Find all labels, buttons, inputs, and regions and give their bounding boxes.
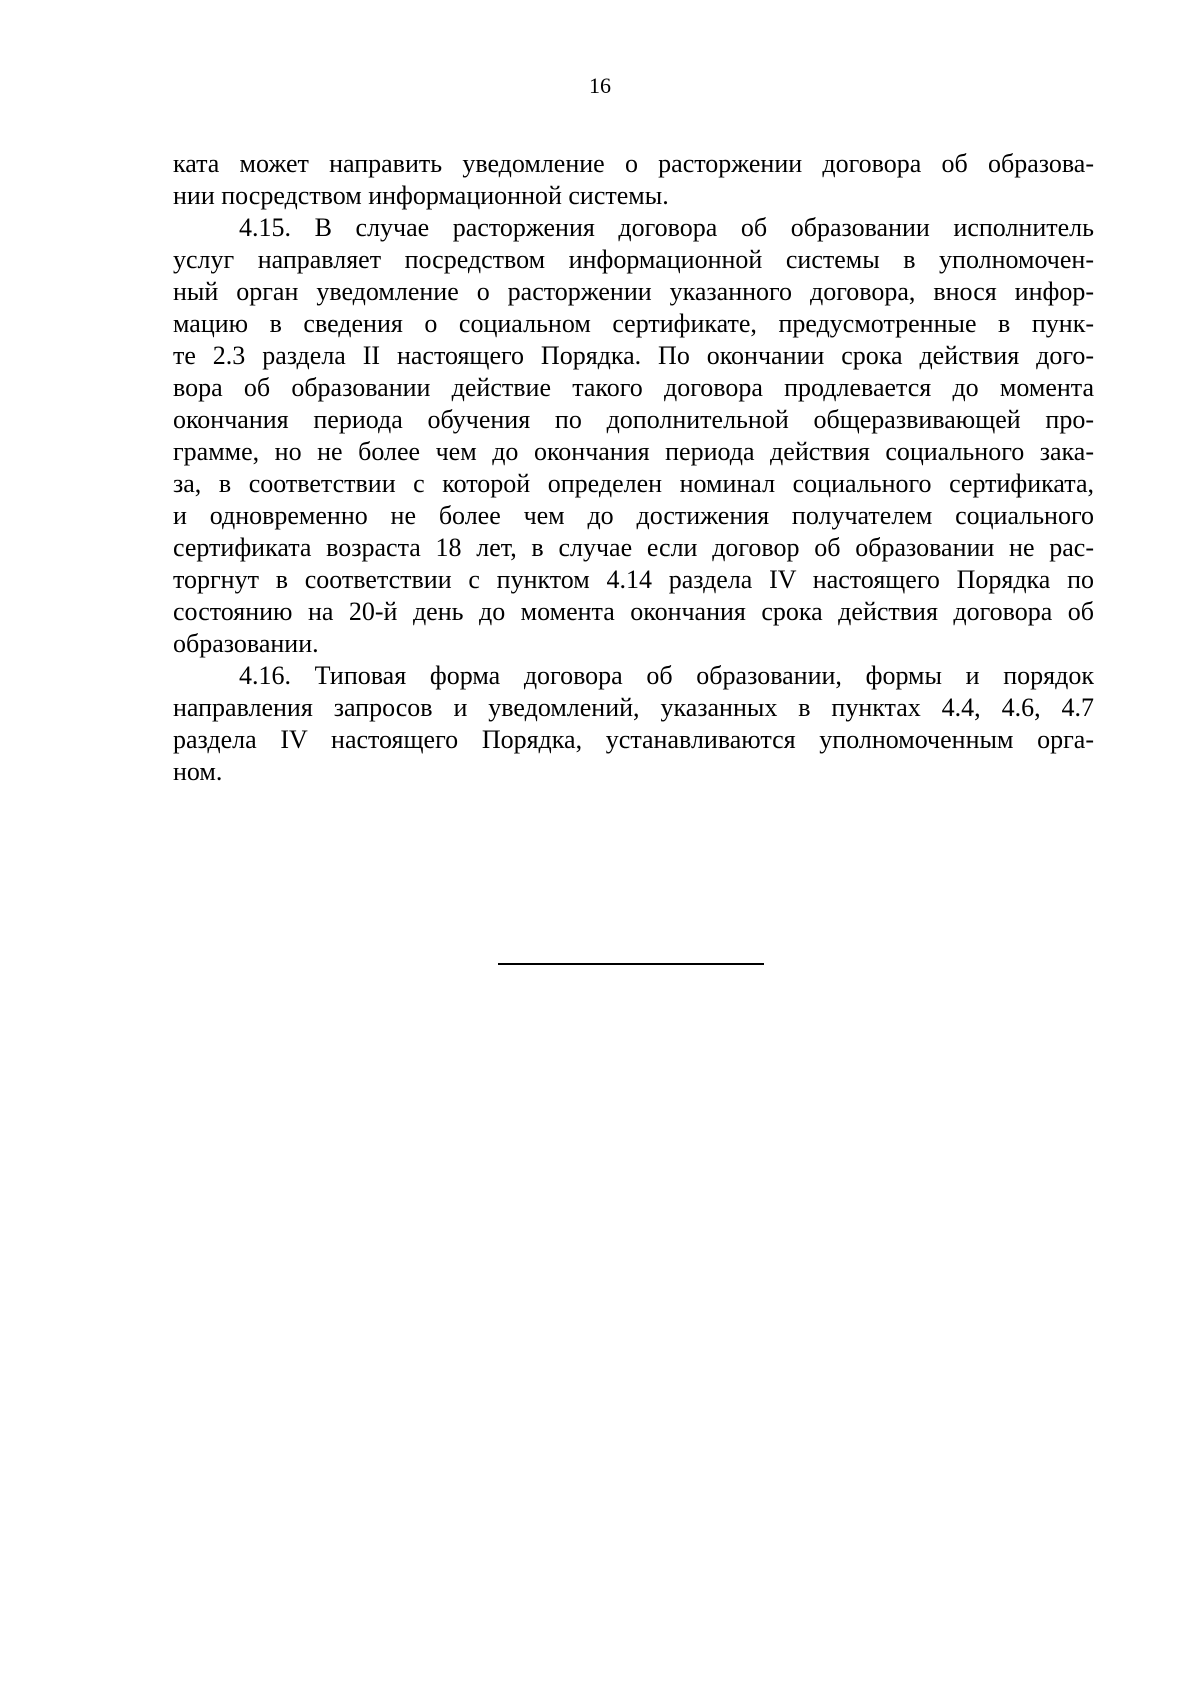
paragraph-continuation [173,148,1094,212]
text-line: образовании. [173,629,319,658]
text-line: и одновременно не более чем до достижения получателем социального [173,501,1094,530]
page-number: 16 [589,73,611,98]
text-line: мацию в сведения о социальном сертификате, предусмотренные в пунк- [173,309,1094,338]
text-line: ном. [173,757,223,786]
text-line: услуг направляет посредством информационной системы в уполномочен- [173,245,1094,274]
end-of-document-rule [498,963,764,965]
text-line: состоянию на 20-й день до момента окончания срока действия договора об [173,597,1094,626]
paragraph-4-15 [173,212,1094,660]
text-line: ката может направить уведомление о расторжении договора об образова- [173,149,1094,178]
text-line: сертификата возраста 18 лет, в случае если договор об образовании не рас- [173,533,1094,562]
text-line: те 2.3 раздела II настоящего Порядка. По окончании срока действия дого- [173,341,1094,370]
text-line: направления запросов и уведомлений, указанных в пунктах 4.4, 4.6, 4.7 [173,693,1094,722]
text-line: ный орган уведомление о расторжении указанного договора, внося инфор- [173,277,1094,306]
text-line: грамме, но не более чем до окончания периода действия социального зака- [173,437,1094,466]
text-line: за, в соответствии с которой определен номинал социального сертификата, [173,469,1094,498]
text-line: раздела IV настоящего Порядка, устанавливаются уполномоченным орга- [173,725,1094,754]
text-line: вора об образовании действие такого договора продлевается до момента [173,373,1094,402]
text-line: торгнут в соответствии с пунктом 4.14 раздела IV настоящего Порядка по [173,565,1094,594]
document-body [173,148,1094,788]
paragraph-4-16 [173,660,1094,788]
text-line: нии посредством информационной системы. [173,181,669,210]
text-line: 4.15. В случае расторжения договора об образовании исполнитель [239,213,1094,242]
text-line: 4.16. Типовая форма договора об образовании, формы и порядок [239,661,1094,690]
text-line: окончания периода обучения по дополнительной общеразвивающей про- [173,405,1094,434]
